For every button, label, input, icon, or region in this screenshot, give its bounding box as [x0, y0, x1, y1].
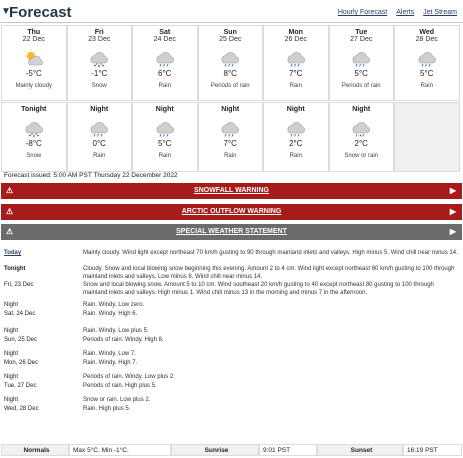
day-condition: Rain: [158, 83, 171, 89]
day-temperature: 5°C: [354, 69, 368, 78]
forecast-detail-row: [4, 301, 459, 310]
rain-icon: [285, 49, 307, 67]
snow-icon: [88, 49, 110, 67]
sun-cloud-icon: [23, 49, 45, 67]
day-condition: Periods of rain: [341, 83, 381, 89]
night-forecast-row: [1, 102, 460, 172]
forecast-period-text: Rain. Windy. High 6.: [83, 311, 138, 317]
arrow-right-icon: ▶: [449, 186, 456, 195]
header-links: [338, 9, 457, 16]
night-label: Night: [90, 106, 109, 113]
forecast-period-text: Cloudy. Snow and local blowing snow beginning this evening. Amount 2 to 4 cm. Wind light except northeast 60 km/h gusting to 100 through mainland inlets and valleys. Low minus 8. Wind chill near minus 14.: [83, 266, 455, 280]
normals-value: Max 5°C. Min -1°C.: [69, 444, 171, 456]
day-name: Tue: [355, 29, 368, 36]
collapse-chevron-icon[interactable]: ▼: [1, 6, 11, 17]
night-forecast-cell[interactable]: [132, 102, 198, 172]
forecast-period-label: Night: [4, 374, 19, 380]
day-condition: Periods of rain: [210, 83, 250, 89]
night-temperature: 2°C: [289, 139, 303, 148]
forecast-detail-row: [4, 281, 459, 301]
footer-normals: [1, 444, 462, 456]
forecast-period-text: Snow and local blowing snow. Amount 5 to 10 cm. Wind southeast 20 km/h gusting to 40 except northeast 80 gusting to 100 through mainland inlets and valleys. High minus 1. Wind chill minus 13 in the morning and minus 7 in the afternoon.: [83, 282, 434, 296]
day-date: 26 Dec: [284, 36, 307, 43]
header-divider: [0, 22, 463, 23]
sunrise-value: 9:01 PST: [259, 444, 317, 456]
day-temperature: 7°C: [289, 69, 303, 78]
day-name: Sun: [223, 29, 237, 36]
day-name: Mon: [288, 29, 303, 36]
day-condition: Mainly cloudy: [15, 83, 52, 89]
alert-special-weather-statement[interactable]: [1, 224, 462, 240]
day-name: Sat: [159, 29, 171, 36]
forecast-period-label: Night: [4, 328, 19, 334]
day-date: 22 Dec: [22, 36, 45, 43]
day-name: Thu: [27, 29, 41, 36]
hourly-forecast-link[interactable]: Hourly Forecast: [337, 9, 388, 16]
forecast-detail-row: [4, 249, 459, 265]
alert-label: ARCTIC OUTFLOW WARNING: [181, 208, 282, 215]
day-temperature: -5°C: [25, 69, 42, 78]
day-temperature: -1°C: [91, 69, 108, 78]
night-label: Night: [221, 106, 240, 113]
night-temperature: 2°C: [354, 139, 368, 148]
warning-icon: ⚠: [6, 227, 14, 236]
forecast-period-text: Periods of rain. Windy. High 8.: [83, 337, 164, 343]
night-temperature: 0°C: [92, 139, 106, 148]
day-forecast-cell[interactable]: [1, 25, 67, 101]
rain-icon: [154, 49, 176, 67]
day-condition: Rain: [289, 83, 302, 89]
day-date: 28 Dec: [415, 36, 438, 43]
night-temperature: -8°C: [25, 139, 42, 148]
detailed-forecast: [4, 249, 459, 415]
alert-arctic-outflow-warning[interactable]: [1, 204, 462, 220]
forecast-period-label: Night: [4, 351, 19, 357]
rain-icon: [154, 119, 176, 137]
night-condition: Rain: [93, 153, 106, 159]
jet-stream-link[interactable]: Jet Stream: [423, 9, 457, 16]
night-condition: Rain: [289, 153, 302, 159]
sunset-value: 16:19 PST: [403, 444, 462, 456]
forecast-issued: Forecast issued: 5:00 AM PST Thursday 22 December 2022: [4, 172, 178, 179]
forecast-period-label: Tue, 27 Dec: [4, 383, 37, 389]
day-date: 24 Dec: [153, 36, 176, 43]
forecast-period-text: Rain. Windy. Low 7.: [83, 351, 136, 357]
rain-icon: [416, 49, 438, 67]
day-date: 27 Dec: [350, 36, 373, 43]
night-forecast-cell[interactable]: [198, 102, 264, 172]
sunset-label: Sunset: [317, 444, 403, 456]
forecast-detail-row: [4, 350, 459, 359]
alert-snowfall-warning[interactable]: [1, 183, 462, 199]
forecast-period-label: Mon, 26 Dec: [4, 360, 39, 366]
forecast-detail-row: [4, 405, 459, 415]
forecast-period-label: Night: [4, 397, 19, 403]
forecast-detail-row: [4, 336, 459, 350]
rain-icon: [350, 49, 372, 67]
forecast-period-text: Rain. Windy. High 7.: [83, 360, 138, 366]
arrow-right-icon: ▶: [449, 207, 456, 216]
night-condition: Rain: [224, 153, 237, 159]
alert-label: SNOWFALL WARNING: [194, 187, 269, 194]
day-temperature: 6°C: [158, 69, 172, 78]
forecast-period-label: Night: [4, 302, 19, 308]
forecast-detail-row: [4, 265, 459, 281]
snow-icon: [23, 119, 45, 137]
forecast-period-text: Periods of rain. Windy. Low plus 2.: [83, 374, 175, 380]
day-forecast-cell[interactable]: [329, 25, 395, 101]
day-condition: Snow: [91, 83, 107, 89]
day-forecast-row: [1, 25, 460, 101]
night-forecast-cell[interactable]: [329, 102, 395, 172]
night-label: Night: [352, 106, 371, 113]
forecast-period-label[interactable]: Today: [4, 250, 22, 256]
night-temperature: 5°C: [158, 139, 172, 148]
forecast-detail-row: [4, 382, 459, 396]
page-title: Forecast: [9, 4, 72, 21]
night-forecast-cell[interactable]: [1, 102, 67, 172]
rain-icon: [285, 119, 307, 137]
day-forecast-cell[interactable]: [394, 25, 460, 101]
normals-label: Normals: [1, 444, 69, 456]
alerts-link[interactable]: Alerts: [396, 9, 415, 16]
day-temperature: 8°C: [223, 69, 237, 78]
night-condition: Snow: [26, 153, 42, 159]
warning-icon: ⚠: [6, 186, 14, 195]
day-date: 23 Dec: [88, 36, 111, 43]
day-forecast-cell[interactable]: [198, 25, 264, 101]
day-name: Fri: [94, 29, 104, 36]
night-label: Night: [286, 106, 305, 113]
night-forecast-cell[interactable]: [263, 102, 329, 172]
arrow-right-icon: ▶: [449, 227, 456, 236]
forecast-detail-row: [4, 396, 459, 405]
warning-icon: ⚠: [6, 207, 14, 216]
sunrise-label: Sunrise: [171, 444, 259, 456]
forecast-detail-row: [4, 327, 459, 336]
forecast-period-label: Fri, 23 Dec: [4, 282, 34, 288]
forecast-detail-row: [4, 373, 459, 382]
forecast-period-text: Rain. Windy. Low plus 5.: [83, 328, 149, 334]
rain-icon: [219, 49, 241, 67]
forecast-period-label: Tonight: [4, 266, 26, 272]
forecast-header: [0, 0, 463, 24]
day-name: Wed: [419, 29, 435, 36]
night-condition: Snow or rain: [344, 153, 379, 159]
forecast-detail-row: [4, 359, 459, 373]
forecast-period-text: Rain. Windy. Low zero.: [83, 302, 145, 308]
forecast-period-text: Mainly cloudy. Wind light except northeast 70 km/h gusting to 90 through mainland inlets and valleys. High minus 5. Wind chill near minus 14.: [83, 250, 458, 256]
day-condition: Rain: [420, 83, 433, 89]
forecast-period-label: Sun, 25 Dec: [4, 337, 38, 343]
day-forecast-cell[interactable]: [67, 25, 133, 101]
forecast-period-text: Snow or rain. Low plus 2.: [83, 397, 151, 403]
rain-icon: [219, 119, 241, 137]
night-label: Tonight: [21, 106, 47, 113]
day-temperature: 5°C: [420, 69, 434, 78]
day-forecast-cell[interactable]: [263, 25, 329, 101]
forecast-detail-row: [4, 310, 459, 327]
rain-icon: [88, 119, 110, 137]
forecast-period-label: Sat, 24 Dec: [4, 311, 36, 317]
night-temperature: 7°C: [223, 139, 237, 148]
night-forecast-cell[interactable]: [67, 102, 133, 172]
day-date: 25 Dec: [219, 36, 242, 43]
empty-night-cell: [394, 102, 460, 172]
night-label: Night: [155, 106, 174, 113]
forecast-period-label: Wed, 28 Dec: [4, 406, 39, 412]
snow-rain-icon: [350, 119, 372, 137]
forecast-period-text: Rain. High plus 5.: [83, 406, 131, 412]
forecast-period-text: Periods of rain. High plus 5.: [83, 383, 157, 389]
alert-label: SPECIAL WEATHER STATEMENT: [176, 228, 287, 235]
night-condition: Rain: [158, 153, 171, 159]
day-forecast-cell[interactable]: [132, 25, 198, 101]
